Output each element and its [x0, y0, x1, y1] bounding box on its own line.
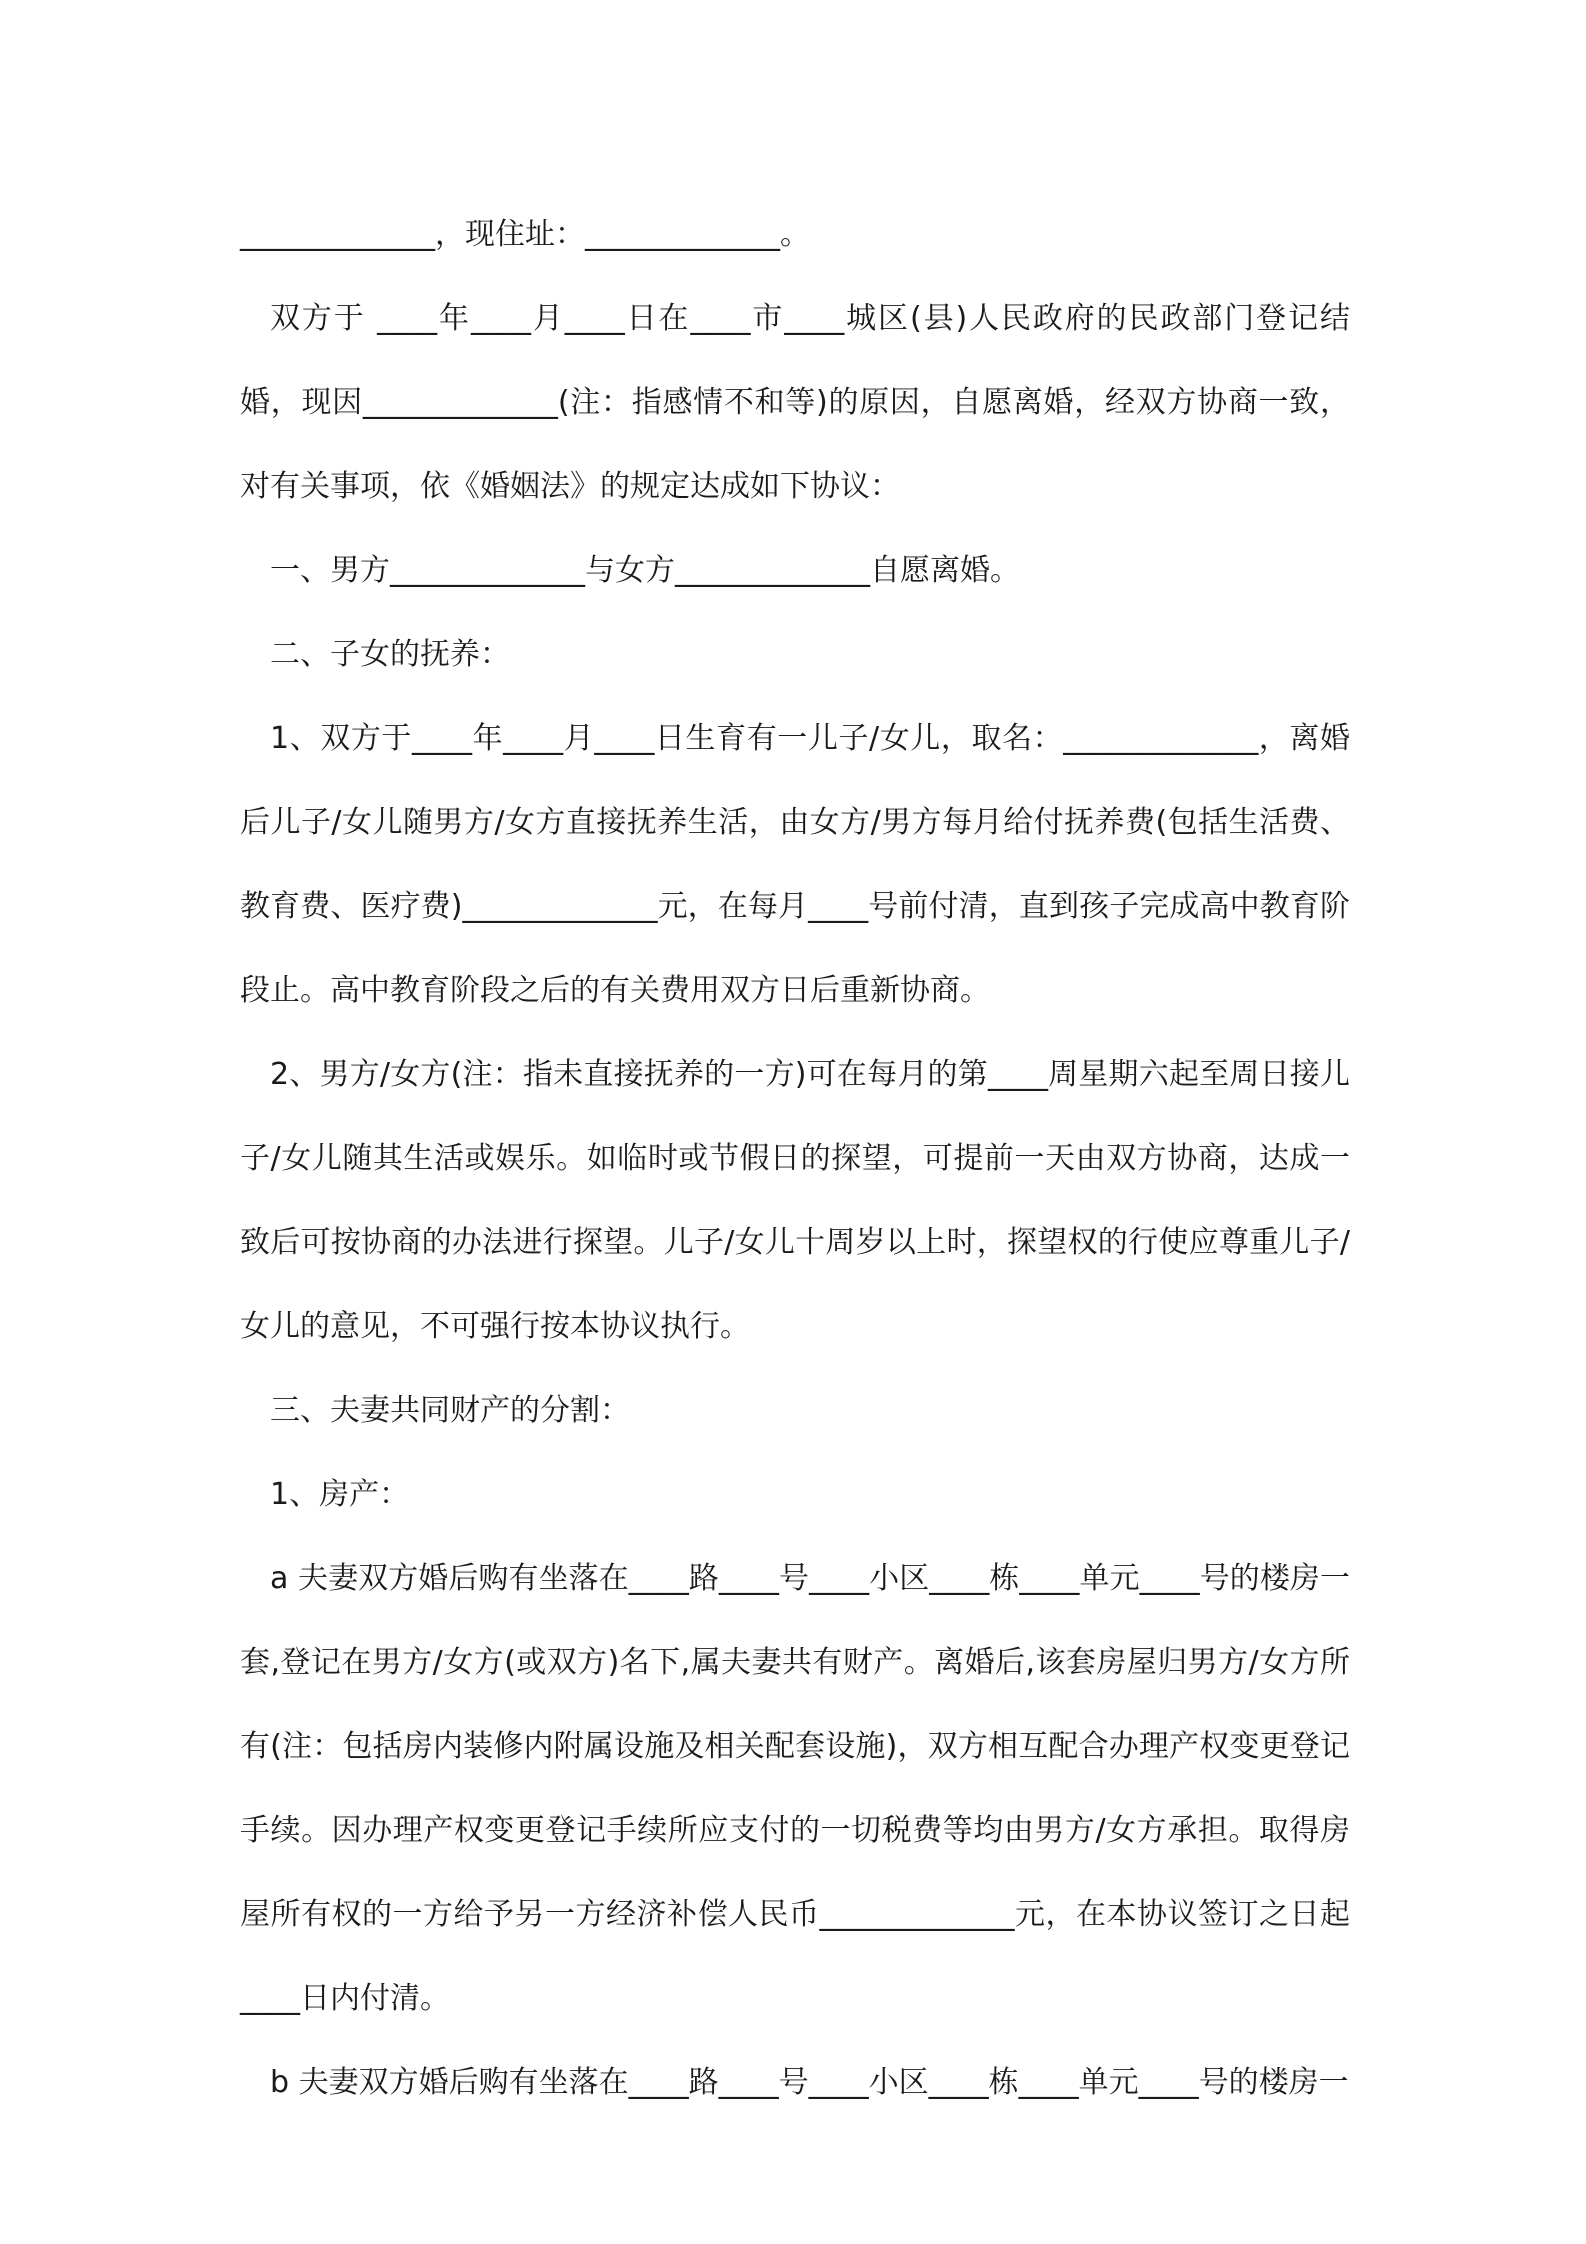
document-body	[240, 193, 1350, 2125]
divorce-clause: 一、男方_____________与女方_____________自愿离婚。	[270, 553, 1020, 588]
subheading-real-estate: 1、房产：	[270, 1477, 410, 1512]
real-estate-clause-a: a 夫妻双方婚后购有坐落在____路____号____小区____栋____单元____号的楼房一套,登记在男方/女方(或双方)名下,属夫妻共有财产。离婚后,该套房屋归男方/女方所有(注：包括房内装修内附属设施及相关配套设施)，双方相互配合办理产权变更登记手续。因办理产权变更登记手续所应支付的一切税费等均由男方/女方承担。取得房屋所有权的一方给予另一方经济补偿人民币_____________元，在本协议签订之日起____日内付清。	[240, 1561, 1350, 2016]
section-heading-child-custody: 二、子女的抚养：	[270, 637, 510, 672]
section-heading-property-division: 三、夫妻共同财产的分割：	[270, 1393, 630, 1428]
address-line: _____________，现住址：_____________。	[240, 217, 810, 252]
child-custody-clause-2: 2、男方/女方(注：指未直接抚养的一方)可在每月的第____周星期六起至周日接儿子/女儿随其生活或娱乐。如临时或节假日的探望，可提前一天由双方协商，达成一致后可按协商的办法进行探望。儿子/女儿十周岁以上时，探望权的行使应尊重儿子/女儿的意见，不可强行按本协议执行。	[240, 1057, 1350, 1344]
marriage-registration-paragraph: 双方于 ____年____月____日在____市____城区(县)人民政府的民政部门登记结婚，现因_____________(注：指感情不和等)的原因，自愿离婚，经双方协商一致，对有关事项，依《婚姻法》的规定达成如下协议：	[240, 301, 1350, 504]
child-custody-clause-1: 1、双方于____年____月____日生育有一儿子/女儿，取名：_____________，离婚后儿子/女儿随男方/女方直接抚养生活，由女方/男方每月给付抚养费(包括生活费、教育费、医疗费)_____________元，在每月____号前付清，直到孩子完成高中教育阶段止。高中教育阶段之后的有关费用双方日后重新协商。	[240, 721, 1350, 1008]
real-estate-clause-b: b 夫妻双方婚后购有坐落在____路____号____小区____栋____单元____号的楼房一	[270, 2065, 1349, 2100]
